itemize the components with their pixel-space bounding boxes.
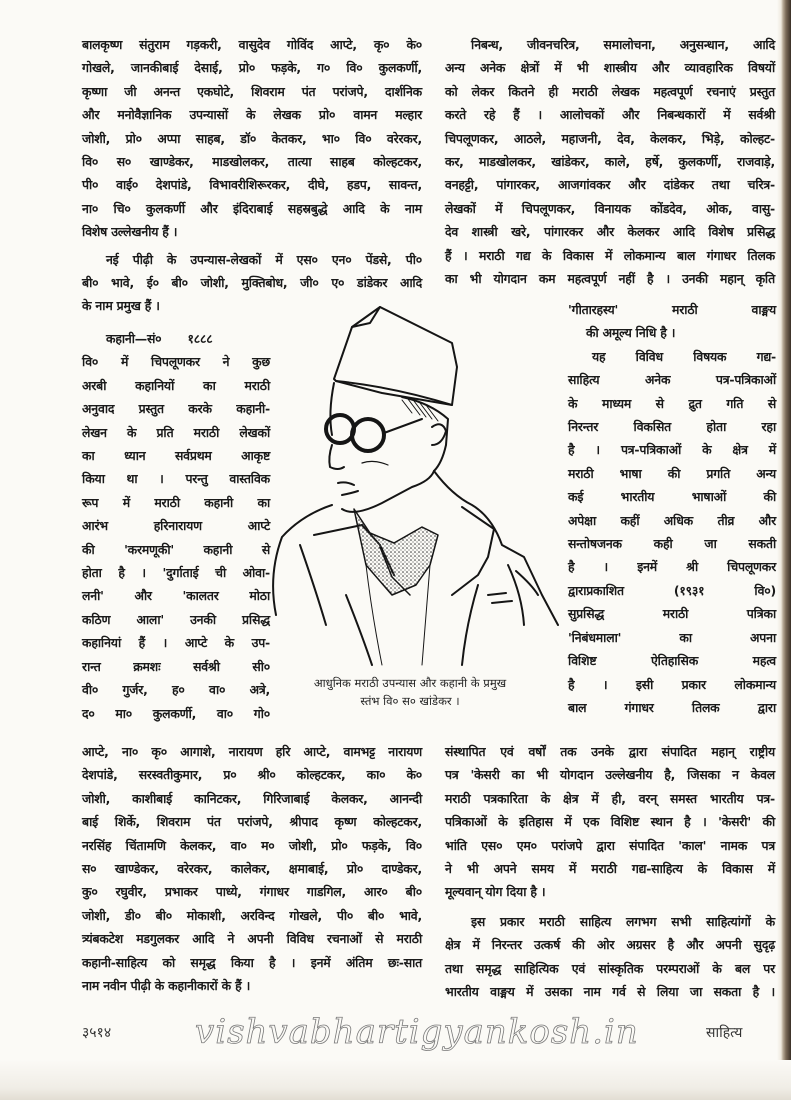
text-line: मूल्यवान् योग दिया है । (445, 884, 546, 900)
text-line: आरंभ हरिनारायण आप्टे (82, 518, 270, 534)
text-line: रूप में मराठी कहानी का (82, 494, 270, 510)
text-line: निरन्तर विकसित होता रहा (568, 419, 776, 435)
text-line: सन्तोषजनक कही जा सकती (568, 536, 776, 552)
text-line: द्वाराप्रकाशित (१९३१ वि०) (568, 582, 776, 598)
text-line: की 'करमणूकी' कहानी से (82, 541, 270, 557)
text-line: रान्त क्रमशः सर्वश्री सी० (82, 658, 270, 674)
text-line: है । इसी प्रकार लोकमान्य (568, 676, 776, 692)
text-line: अपेक्षा कहीं अधिक तीव्र और (568, 512, 776, 528)
text-line: तथा समृद्ध साहित्यिक एवं सांस्कृतिक परम्पराओं के बल पर (445, 960, 775, 976)
left-column-bottom (82, 740, 422, 997)
cap-drawing (334, 307, 457, 405)
text-line: जोशी, डी० बी० मोकाशी, अरविन्द गोखले, पी० बी० भावे, (82, 907, 422, 923)
text-line: संस्थापित एवं वर्षों तक उनके द्वारा संपादित महान् राष्ट्रीय (445, 744, 775, 759)
text-line: वि० स० खाण्डेकर, माडखोलकर, तात्या साहब कोल्हटकर, (82, 154, 422, 170)
text-line: 'गीतारहस्य' मराठी वाङ्मय (568, 302, 776, 317)
text-line: वी० गुर्जर, ह० वा० अत्रे, (82, 682, 270, 698)
text-line: लनी' और 'कालतर मोठा (82, 588, 270, 604)
face-drawing (326, 383, 448, 512)
text-line: वनहट्टी, पांगारकर, आजगांवकर और दांडेकर तथा चरित्र- (445, 177, 775, 193)
text-line: हैं । मराठी गद्य के विकास में लोकमान्य बाल गंगाधर तिलक (445, 247, 775, 263)
text-line: पत्रिकाओं के इतिहास में एक विशिष्ट स्थान है । 'केसरी' की (445, 814, 775, 830)
text-line: त्र्यंबकटेश मडगुलकर आदि ने अपनी विविध रचनाओं से मराठी (82, 931, 422, 947)
left-column-top (82, 33, 422, 318)
text-line: लेखन के प्रति मराठी लेखकों (82, 424, 270, 440)
text-line: 'निबंधमाला' का अपना (568, 629, 776, 645)
text-line: लेखकों में चिपलूणकर, विनायक कोंडदेव, ओक, वासु- (445, 200, 775, 216)
text-line: बाई शिर्के, शिवराम पंत परांजपे, श्रीपाद कृष्ण कोल्हटकर, (82, 814, 422, 830)
text-line: के नाम प्रमुख हैं । (82, 298, 160, 314)
text-line: कर, माडखोलकर, खांडेकर, काले, हर्षे, कुलकर्णी, राजवाड़े, (445, 154, 775, 170)
text-line: भांति एस० एम० परांजपे द्वारा संपादित 'काल' नामक पत्र (445, 837, 775, 853)
text-line: नई पीढ़ी के उपन्यास-लेखकों में एस० एन० पेंडसे, पी० (106, 251, 422, 267)
text-line: बालकृष्ण संतुराम गड़करी, वासुदेव गोविंद आप्टे, कृ० के० (82, 37, 422, 52)
text-line: स० खाण्डेकर, वरेरकर, कालेकर, क्षमाबाई, प्रो० दाण्डेकर, (82, 861, 422, 877)
right-column-top (445, 33, 775, 290)
illustration-caption (260, 674, 560, 710)
text-line: पत्र 'केसरी का भी योगदान उल्लेखनीय है, जिसका न केवल (445, 767, 775, 783)
book-page-edge (777, 0, 791, 1100)
text-line: देव शास्त्री खरे, पांगारकर और केलकर आदि विशेष प्रसिद्ध (445, 224, 775, 240)
text-line: अन्य अनेक क्षेत्रों में भी शास्त्रीय और व्यावहारिक विषयों (445, 60, 775, 76)
text-line: ना० चि० कुलकर्णी और इंदिराबाई सहस्रबुद्धे आदि के नाम (82, 200, 422, 216)
text-line: चिपलूणकर, आठले, महाजनी, देव, केलकर, भिड़े, कोल्हट- (445, 130, 775, 146)
text-line: निबन्ध, जीवनचरित्र, समालोचना, अनुसन्धान, आदि (471, 37, 775, 52)
text-line: साहित्य अनेक पत्र-पत्रिकाओं (568, 372, 776, 388)
text-line: विशेष उल्लेखनीय हैं । (82, 224, 178, 240)
story-paragraph (82, 327, 270, 725)
text-line: पी० वाई० देशपांडे, विभावरीशिरूरकर, दीघे, हडप, सावन्त, (82, 177, 422, 193)
text-line: किया था । परन्तु वास्तविक (82, 471, 270, 487)
caption-line: आधुनिक मराठी उपन्यास और कहानी के प्रमुख (313, 676, 507, 690)
text-line: करते रहे हैं । आलोचकों और निबन्धकारों में सर्वश्री (445, 107, 775, 123)
text-line: कठिण आला' उनकी प्रसिद्ध (82, 611, 270, 627)
text-line: कहानी—सं० १८८८ (106, 331, 213, 346)
watermark: vishvabhartigyankosh.in (195, 1012, 639, 1052)
text-line: इस प्रकार मराठी साहित्य लगभग सभी साहित्यांगों के (471, 913, 775, 929)
text-line: जोशी, काशीबाई कानिटकर, गिरिजाबाई केलकर, आनन्दी (82, 790, 422, 806)
text-line: है । इनमें श्री चिपलूणकर (568, 559, 776, 575)
text-line: होता है । 'दुर्गाताई ची ओवा- (82, 565, 270, 581)
text-line: बाल गंगाधर तिलक द्वारा (568, 699, 776, 715)
text-line: अनुवाद प्रस्तुत करके कहानी- (82, 401, 270, 417)
text-line: वि० में चिपलूणकर ने कुछ (82, 354, 270, 370)
text-line: कु० रघुवीर, प्रभाकर पाध्ये, गंगाधर गाडगिल, आर० बी० (82, 884, 422, 900)
text-line: भारतीय वाङ्मय में उसका नाम गर्व से लिया जा सकता है । (445, 984, 775, 1000)
text-line: देशपांडे, सरस्वतीकुमार, प्र० श्री० कोल्हटकर, का० के० (82, 767, 422, 783)
text-line: क्षेत्र में निरन्तर उत्कर्ष की ओर अग्रसर है और अपनी सुदृढ़ (445, 937, 775, 953)
text-line: बी० भावे, ई० बी० जोशी, मुक्तिबोध, जी० ए० डांडेकर आदि (82, 275, 422, 291)
text-line: की अमूल्य निधि है । (586, 325, 676, 341)
text-line: सुप्रसिद्ध मराठी पत्रिका (568, 606, 776, 622)
text-line: आप्टे, ना० कृ० आगाशे, नारायण हरि आप्टे, वामभट्ट नारायण (82, 744, 422, 759)
text-line: को लेकर कितने ही मराठी लेखक महत्वपूर्ण रचनाएं प्रस्तुत (445, 83, 775, 99)
text-line: का भी योगदान कम महत्वपूर्ण नहीं है । उनकी महान् कृति (445, 271, 775, 287)
text-line: जोशी, प्रो० अप्पा साहब, डॉ० केतकर, भा० वि० वरेरकर, (82, 130, 422, 146)
right-column-bottom (445, 740, 775, 1003)
text-line: यह विविध विषयक गद्य- (592, 348, 776, 364)
text-line: कहानियां हैं । आप्टे के उप- (82, 635, 270, 651)
text-line: और मनोवैज्ञानिक उपन्यासों के लेखक प्रो० वामन मल्हार (82, 107, 422, 123)
page-number: ३५१४ (82, 1025, 112, 1041)
text-line: कहानी-साहित्य को समृद्ध किया है । इनमें अंतिम छः-सात (82, 954, 422, 970)
text-line: कई भारतीय भाषाओं की (568, 489, 776, 505)
text-line: है । पत्र-पत्रिकाओं के क्षेत्र में (568, 442, 776, 458)
text-line: का ध्यान सर्वप्रथम आकृष्ट (82, 448, 270, 464)
text-line: कृष्णा जी अनन्त एकघोटे, शिवराम पंत परांजपे, दार्शनिक (82, 83, 422, 99)
text-line: अरबी कहानियों का मराठी (82, 377, 270, 393)
text-line: विशिष्ट ऐतिहासिक महत्व (568, 653, 776, 669)
section-title: साहित्य (706, 1025, 743, 1041)
caption-line: स्तंभ वि० स० खांडेकर । (360, 694, 460, 708)
text-line: मराठी पत्रकारिता के क्षेत्र में ही, वरन् समस्त भारतीय पत्र- (445, 790, 775, 806)
page-bottom-shadow (0, 1060, 791, 1100)
text-line: ने भी अपने समय में मराठी गद्य-साहित्य के विकास में (445, 861, 775, 877)
text-line: मराठी भाषा की प्रगति अन्य (568, 465, 776, 481)
novelists-paragraph (82, 33, 422, 244)
portrait-illustration (262, 295, 582, 670)
right-column-middle (568, 298, 776, 719)
text-line: के माध्यम से द्रुत गति से (568, 395, 776, 411)
text-line: नाम नवीन पीढ़ी के कहानीकारों के हैं । (82, 978, 251, 994)
sweater-drawing (354, 509, 438, 665)
text-line: गोखले, जानकीबाई देसाई, प्रो० फड़के, ग० वि० कुलकर्णी, (82, 60, 422, 76)
text-line: द० मा० कुलकर्णी, वा० गो० (82, 705, 270, 721)
text-line: नरसिंह चिंतामणि केलकर, वा० म० जोशी, प्रो० फड़के, वि० (82, 837, 422, 853)
